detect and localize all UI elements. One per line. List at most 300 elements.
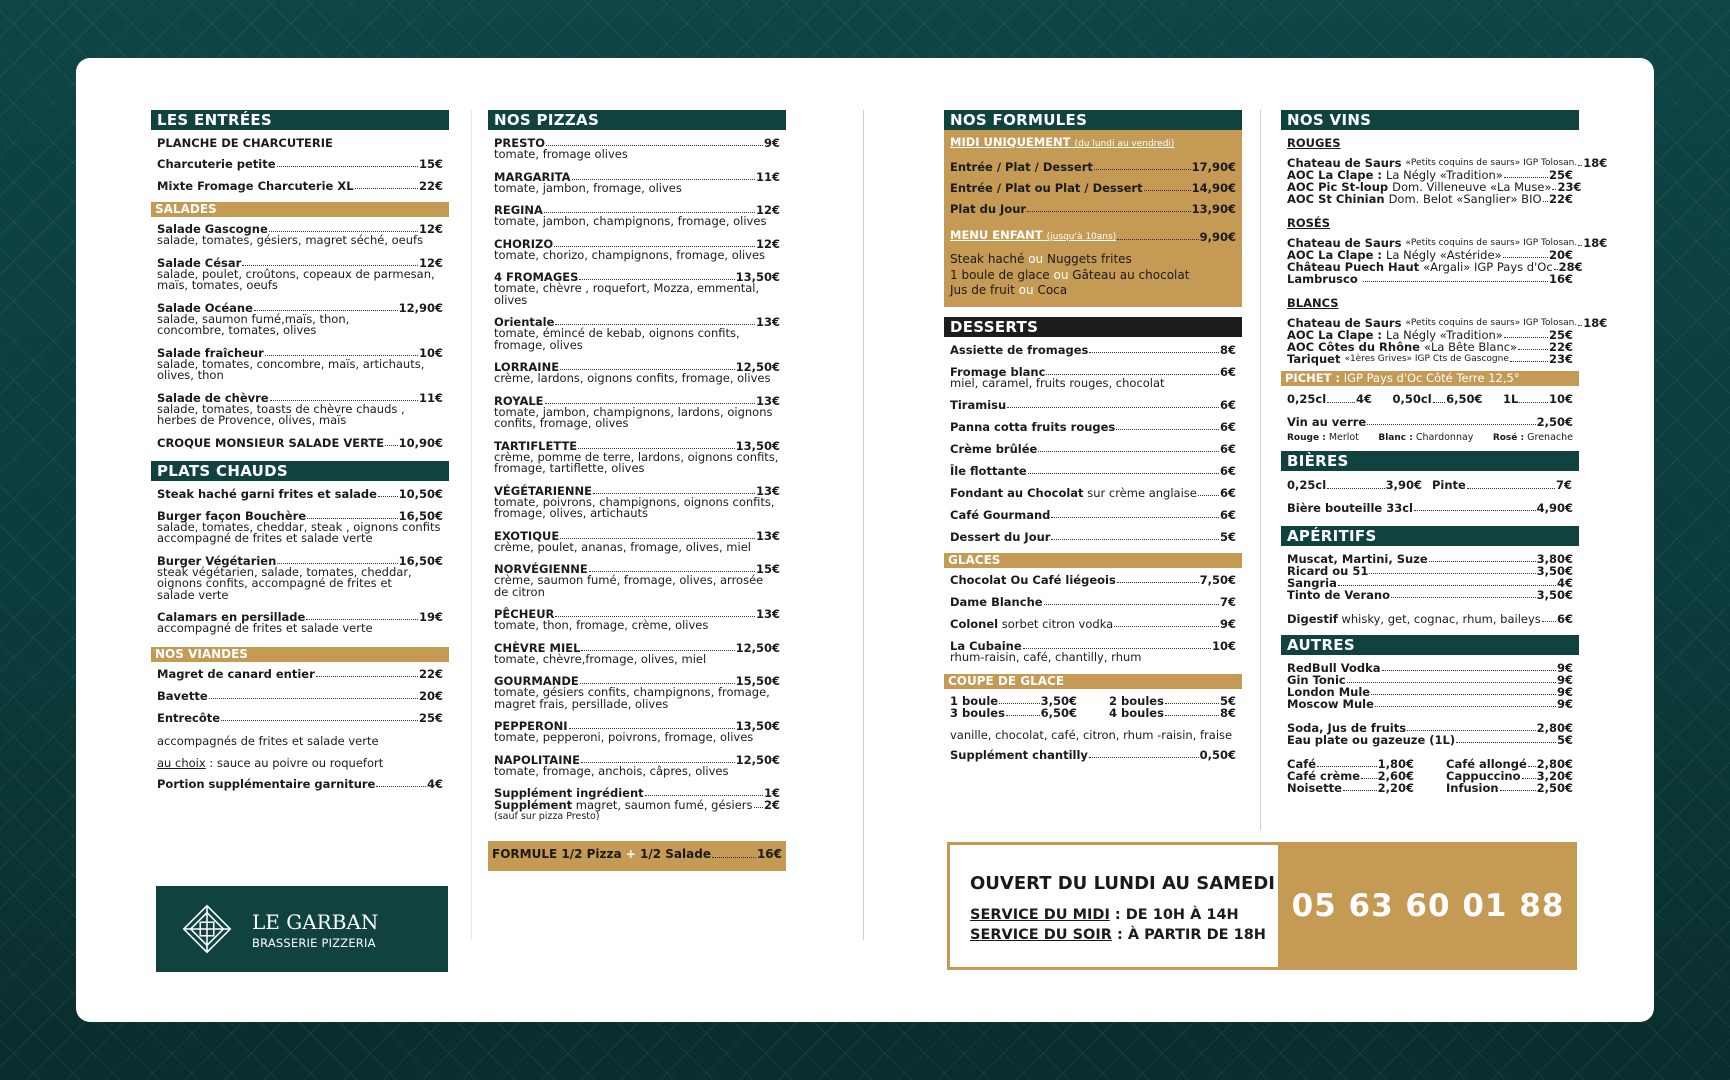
hours-box — [947, 842, 1281, 970]
item-price: 2,80€ — [1536, 757, 1573, 771]
item-name: EXOTIQUE — [494, 528, 560, 543]
item-name: Crème brûlée — [950, 442, 1038, 456]
item-price: 25€ — [1548, 168, 1573, 182]
menu-item — [494, 530, 780, 554]
midi-label: MIDI UNIQUEMENT — [950, 135, 1071, 149]
menu-item — [1287, 273, 1573, 285]
menu-item — [157, 611, 443, 635]
subsection-salades: SALADES — [151, 202, 449, 217]
menu-item — [950, 640, 1236, 664]
item-price: 22€ — [418, 179, 443, 193]
item-price: 10€ — [1211, 639, 1236, 653]
item-name: PÊCHEUR — [494, 607, 555, 621]
item-name: PRESTO — [494, 136, 546, 150]
menu-item — [494, 563, 780, 598]
item-price: 7,50€ — [1199, 573, 1236, 587]
menu-item — [157, 712, 443, 724]
item-description: salade, tomates, gésiers, magret séché, oeufs — [157, 233, 424, 247]
formule-bar — [488, 841, 786, 871]
item-detail: La Négly «Astéride» — [1386, 248, 1502, 262]
cafe-grid — [1287, 758, 1573, 794]
bieres-row: 0,25cl 3,90€ Pinte 7€ — [1287, 478, 1572, 492]
item-name: Chateau de Saurs — [1287, 316, 1402, 330]
item-price: 2,50€ — [1536, 781, 1573, 795]
item-name: Tiramisu — [950, 398, 1007, 412]
pichet-bar: PICHET : IGP Pays d'Oc Côté Terre 12,5° — [1281, 371, 1579, 386]
item-name: Gin Tonic — [1287, 673, 1346, 687]
menu-item — [950, 465, 1236, 477]
item-name: Salade Gascogne — [157, 222, 268, 236]
item-description: accompagné de frites et salade verte — [157, 621, 373, 635]
item-price: 2,80€ — [1536, 721, 1573, 735]
item-price: 16,50€ — [398, 508, 443, 523]
section-header-formules: NOS FORMULES — [944, 110, 1242, 130]
item-detail: whisky, get, cognac, rhum, baileys — [1337, 612, 1541, 626]
menu-item — [950, 443, 1236, 455]
menu-item — [1287, 698, 1573, 710]
menu-item — [950, 344, 1236, 356]
item-name: CHÈVRE MIEL — [494, 640, 581, 655]
item-price: 25€ — [1548, 328, 1573, 342]
menu-item — [494, 440, 780, 475]
item-price: 20€ — [418, 688, 443, 703]
item-description: tomate, fromage olives — [494, 147, 628, 161]
item-name: ROYALE — [494, 393, 544, 408]
item-name: AOC Côtes du Rhône — [1287, 340, 1420, 354]
menu-item — [950, 531, 1236, 543]
item-price: 2,50€ — [1536, 415, 1573, 429]
item-price: 18€ — [1583, 156, 1608, 170]
item-price: 19€ — [418, 610, 443, 624]
item-detail: Dom. Villeneuve «La Muse» — [1392, 180, 1552, 194]
hours-title: OUVERT DU LUNDI AU SAMEDI — [970, 873, 1275, 894]
midi-note: (du lundi au vendredi) — [1074, 139, 1175, 149]
item-description: crème, poulet, ananas, fromage, olives, miel — [494, 539, 751, 554]
diamond-logo-icon — [178, 900, 236, 958]
item-price: 1,80€ — [1377, 757, 1414, 771]
item-description: tomate, émincé de kebab, oignons confits, fromage, olives — [494, 326, 740, 352]
item-name: LORRAINE — [494, 360, 560, 374]
menu-item — [157, 488, 443, 500]
menu-enfant — [950, 229, 1236, 243]
item-name: Entrée / Plat / Dessert — [950, 160, 1093, 174]
item-name: La Cubaine — [950, 639, 1022, 653]
item-name: Supplément chantilly — [950, 747, 1088, 762]
item-name: Chateau de Saurs — [1287, 156, 1402, 170]
item-description: tomate, fromage, anchois, câpres, olives — [494, 763, 729, 778]
item-name: AOC La Clape : — [1287, 248, 1382, 262]
item-name: Burger façon Bouchère — [157, 508, 307, 523]
item-price: 12€ — [755, 203, 780, 217]
menu-item — [157, 158, 443, 170]
item-price: 9€ — [1556, 697, 1573, 711]
item-price: 12€ — [418, 255, 443, 270]
menu-item — [157, 257, 443, 292]
item-name: TARTIFLETTE — [494, 438, 578, 453]
menu-item — [950, 574, 1236, 586]
item-name: Colonel — [950, 617, 999, 631]
item-price: 9€ — [1556, 673, 1573, 687]
enfant-price: 9,90€ — [1199, 230, 1236, 244]
section-header-plats-chauds: PLATS CHAUDS — [151, 461, 449, 481]
item-price: 10,90€ — [398, 435, 443, 450]
item-detail: «Argali» IGP Pays d'Oc — [1423, 260, 1553, 274]
item-description: tomate, thon, fromage, crème, olives — [494, 618, 709, 632]
item-price: 11€ — [755, 169, 780, 184]
menu-item — [157, 180, 443, 192]
item-price: 22€ — [418, 666, 443, 681]
item-name: Bavette — [157, 688, 208, 703]
item-price: 8€ — [1219, 342, 1236, 357]
menu-item — [157, 347, 443, 382]
column-vins — [1281, 110, 1608, 795]
item-price: 5€ — [1556, 733, 1573, 747]
section-header-vins: NOS VINS — [1281, 110, 1579, 130]
item-detail: La Négly «Tradition» — [1386, 328, 1503, 342]
item-price: 6€ — [1219, 464, 1236, 478]
item-description: crème, saumon fumé, fromage, olives, arrosée de citron — [494, 573, 764, 599]
item-price: 4,90€ — [1536, 501, 1573, 515]
item-description: salade, poulet, croûtons, copeaux de parmesan, maïs, tomates, oeufs — [157, 266, 435, 292]
item-price: 16,50€ — [398, 553, 443, 568]
subsection-roses: ROSÉS — [1287, 216, 1331, 230]
item-name: Orientale — [494, 315, 555, 329]
item-price: 4€ — [426, 776, 443, 791]
item-price: 12,50€ — [735, 360, 780, 374]
menu-item — [1446, 782, 1573, 794]
item-name: Tinto de Verano — [1287, 588, 1391, 602]
item-price: 13€ — [755, 528, 780, 543]
section-header-autres: AUTRES — [1281, 635, 1579, 655]
coupe-grid — [950, 695, 1236, 719]
menu-item: 3 boules 6,50€ — [950, 705, 1077, 720]
item-price: 15€ — [418, 157, 443, 171]
note-text: (sauf sur pizza Presto) — [494, 811, 600, 822]
item-price: 23€ — [1548, 352, 1573, 366]
item-price: 6€ — [1219, 420, 1236, 434]
item-name: Sangria — [1287, 576, 1337, 590]
section-header-bieres: BIÈRES — [1281, 451, 1579, 471]
menu-item — [494, 171, 780, 195]
parfums-text: vanille, chocolat, café, citron, rhum -raisin, fraise — [950, 727, 1233, 742]
item-price: 3,20€ — [1536, 769, 1573, 783]
note-text — [157, 756, 443, 770]
item-name: REGINA — [494, 203, 543, 217]
item-price: 13€ — [755, 483, 780, 498]
formule-midi-header — [950, 136, 1236, 150]
service-midi: SERVICE DU MIDI : DE 10H À 14H — [970, 907, 1239, 923]
item-name: NORVÉGIENNE — [494, 562, 588, 576]
menu-item — [157, 690, 443, 702]
item-description: crème, pomme de terre, lardons, oignons confits, fromage, tartiflette, olives — [494, 449, 779, 475]
menu-item — [494, 720, 780, 744]
item-name: CROQUE MONSIEUR SALADE VERTE — [157, 435, 385, 450]
item-name: Noisette — [1287, 781, 1342, 795]
item-description: salade, saumon fumé,maïs, thon, concombre, tomates, olives — [157, 311, 350, 337]
menu-item — [1287, 193, 1573, 205]
item-price: 15,50€ — [735, 674, 780, 688]
item-description: tomate, chèvre,fromage, olives, miel — [494, 651, 707, 666]
menu-item — [157, 555, 443, 602]
menu-item — [950, 421, 1236, 433]
item-name: GOURMANDE — [494, 674, 579, 688]
menu-item — [157, 510, 443, 545]
wine-list — [1281, 236, 1608, 286]
item-price: 22€ — [1548, 340, 1573, 354]
item-name: Salade César — [157, 255, 242, 270]
item-name: London Mule — [1287, 685, 1371, 699]
item-price: 2,60€ — [1377, 769, 1414, 783]
autres-list — [1281, 662, 1579, 710]
item-price: 3,50€ — [1536, 588, 1573, 602]
formule-label: FORMULE 1/2 Pizza — [492, 847, 622, 861]
menu-item — [494, 485, 780, 520]
item-detail: «Petits coquins de saurs» IGP Tolosan. — [1405, 238, 1578, 248]
menu-item — [950, 182, 1236, 194]
item-description: salade, tomates, cheddar, steak , oignons confits accompagné de frites et salade verte — [157, 519, 441, 545]
item-price: 12,50€ — [735, 640, 780, 655]
menu-item — [157, 223, 443, 247]
item-name: Eau plate ou gazeuze (1L) — [1287, 733, 1456, 747]
item-description: tomate, gésiers confits, champignons, fromage, magret frais, persillade, olives — [494, 685, 770, 711]
item-price: 6€ — [1219, 508, 1236, 522]
menu-item — [157, 668, 443, 680]
item-price: 3,50€ — [1536, 564, 1573, 578]
opening-hours-block — [947, 842, 1577, 970]
item-detail: «1ères Grives» IGP Cts de Gascogne — [1344, 354, 1509, 364]
item-price: 11€ — [418, 390, 443, 405]
item-name: MARGARITA — [494, 169, 571, 184]
divider — [1260, 110, 1261, 830]
note-underline: au choix — [157, 755, 206, 770]
item-name: Dame Blanche — [950, 595, 1043, 609]
menu-item: 2 boules 5€ — [1109, 693, 1236, 708]
menu-item — [494, 316, 780, 351]
column-pizzas — [488, 110, 786, 871]
subsection-blancs: BLANCS — [1287, 296, 1339, 310]
menu-item — [494, 271, 780, 306]
item-name: Portion supplémentaire garniture — [157, 776, 376, 791]
item-detail: sur crème anglaise — [1083, 486, 1197, 500]
item-price: 20€ — [1548, 248, 1573, 262]
item-name: RedBull Vodka — [1287, 661, 1381, 675]
item-description: tomate, chèvre , roquefort, Mozza, emmental, olives — [494, 281, 760, 307]
logo-block — [156, 886, 448, 972]
plus-sign: + — [625, 847, 636, 861]
note-text: accompagnés de frites et salade verte — [157, 733, 379, 748]
menu-item — [494, 754, 780, 778]
menu-item — [157, 437, 443, 449]
item-price: 12€ — [418, 222, 443, 236]
formules-box — [944, 130, 1242, 307]
item-name: Supplément — [494, 798, 573, 812]
item-name: Tariquet — [1287, 352, 1341, 366]
menu-item — [950, 509, 1236, 521]
menu-item — [494, 204, 780, 228]
item-name: Infusion — [1446, 781, 1499, 795]
menu-item — [494, 642, 780, 666]
item-price: 12,90€ — [398, 300, 443, 315]
item-detail: «Petits coquins de saurs» IGP Tolosan. — [1405, 158, 1578, 168]
item-name: Supplément ingrédient — [494, 786, 644, 800]
item-name: AOC St Chinian — [1287, 192, 1385, 206]
item-price: 12,50€ — [735, 752, 780, 767]
subsection-rouges: ROUGES — [1287, 136, 1341, 150]
item-name: Assiette de fromages — [950, 342, 1089, 357]
item-detail: Dom. Belot «Sanglier» BIO — [1388, 192, 1542, 206]
item-name: Vin au verre — [1287, 415, 1367, 429]
item-price: 18€ — [1583, 236, 1608, 250]
menu-item — [950, 749, 1236, 761]
item-name: Bière bouteille 33cl — [1287, 501, 1413, 515]
item-detail: «La Bête Blanc» — [1423, 340, 1518, 354]
item-price: 2€ — [763, 798, 780, 812]
menu-item — [1287, 589, 1573, 601]
menu-item — [950, 399, 1236, 411]
menu-item — [950, 596, 1236, 608]
item-price: 10,50€ — [398, 486, 443, 501]
item-price: 13,50€ — [735, 719, 780, 733]
item-price: 6€ — [1556, 612, 1573, 626]
menu-item — [494, 608, 780, 632]
menu-item — [494, 799, 780, 811]
item-price: 25€ — [418, 710, 443, 725]
menu-item — [950, 161, 1236, 173]
item-description: salade, tomates, concombre, maïs, artichauts, olives, thon — [157, 356, 425, 382]
menu-item — [950, 487, 1236, 499]
service-soir: SERVICE DU SOIR : À PARTIR DE 18H — [970, 927, 1266, 943]
phone-number[interactable]: 05 63 60 01 88 — [1279, 842, 1577, 970]
item-price: 9€ — [1556, 685, 1573, 699]
item-price: 16€ — [1548, 272, 1573, 286]
brand-name: LE GARBAN — [252, 910, 379, 934]
item-name: Fromage blanc — [950, 364, 1046, 379]
item-name: Château Puech Haut — [1287, 260, 1420, 274]
item-description: crème, lardons, oignons confits, fromage, olives — [494, 371, 771, 385]
formule-label: 1/2 Salade — [640, 847, 711, 861]
item-price: 13,90€ — [1191, 202, 1236, 216]
item-price: 15€ — [755, 562, 780, 576]
item-price: 7€ — [1219, 595, 1236, 609]
brand-tagline: BRASSERIE PIZZERIA — [252, 936, 376, 950]
item-description: tomate, jambon, champignons, lardons, oignons confits, fromage, olives — [494, 404, 773, 430]
item-description: tomate, chorizo, champignons, fromage, olives — [494, 247, 766, 262]
item-name: AOC La Clape : — [1287, 168, 1382, 182]
enfant-label: MENU ENFANT — [950, 228, 1043, 242]
item-name: Chateau de Saurs — [1287, 236, 1402, 250]
dessert-list — [944, 344, 1242, 478]
pizza-list — [488, 137, 786, 777]
item-name: Soda, Jus de fruits — [1287, 721, 1407, 735]
item-description: miel, caramel, fruits rouges, chocolat — [950, 375, 1165, 390]
item-description: steak végétarien, salade, tomates, cheddar, oignons confits, accompagné de frites et salade verte — [157, 564, 412, 602]
section-header-aperitifs: APÉRITIFS — [1281, 526, 1579, 546]
subsection-viandes: NOS VIANDES — [151, 647, 449, 662]
item-price: 4€ — [1556, 576, 1573, 590]
item-name: Café allongé — [1446, 757, 1527, 771]
enfant-options: Steak haché ou Nuggets frites 1 boule de glace ou Gâteau au chocolat Jus de fruit ou Coca — [950, 252, 1190, 297]
menu-item — [157, 302, 443, 337]
item-name: CHORIZO — [494, 236, 554, 251]
menu-item: 4 boules 8€ — [1109, 705, 1236, 720]
item-price: 23€ — [1557, 180, 1582, 194]
item-name: Charcuterie petite — [157, 157, 276, 171]
item-price: 6€ — [1219, 364, 1236, 379]
aperitif-list — [1281, 553, 1579, 601]
item-name: PLANCHE DE CHARCUTERIE — [157, 136, 333, 150]
item-name: Fondant au Chocolat — [950, 486, 1084, 500]
dessert-list — [944, 509, 1242, 543]
formule-price: 16€ — [756, 847, 782, 861]
menu-item — [1287, 782, 1414, 794]
item-name: Café crème — [1287, 769, 1361, 783]
item-name: Salade de chèvre — [157, 390, 269, 405]
menu-sheet — [76, 58, 1654, 1022]
item-name: Magret de canard entier — [157, 666, 315, 681]
item-price: 5€ — [1219, 530, 1236, 544]
item-name: Salade Océane — [157, 300, 253, 315]
item-description: tomate, jambon, fromage, olives — [494, 180, 682, 195]
item-name: Steak haché garni frites et salade — [157, 486, 377, 501]
item-detail: sorbet citron vodka — [998, 617, 1114, 631]
item-name: Salade fraîcheur — [157, 345, 264, 360]
item-name: Calamars en persillade — [157, 610, 306, 624]
item-name: NAPOLITAINE — [494, 752, 580, 767]
menu-item — [1287, 613, 1573, 625]
item-detail: magret, saumon fumé, gésiers — [572, 798, 753, 812]
item-description: salade, tomates, toasts de chèvre chauds , herbes de Provence, olives, maïs — [157, 401, 405, 427]
menu-item — [1287, 734, 1573, 746]
item-detail: «Petits coquins de saurs» IGP Tolosan. — [1405, 318, 1578, 328]
item-name: Panna cotta fruits rouges — [950, 420, 1116, 434]
item-price: 6€ — [1219, 486, 1236, 500]
item-name: AOC La Clape : — [1287, 328, 1382, 342]
item-price: 10€ — [418, 345, 443, 360]
item-price: 17,90€ — [1191, 160, 1236, 174]
item-price: 12€ — [755, 236, 780, 251]
item-price: 9€ — [1219, 617, 1236, 631]
menu-item — [1287, 416, 1573, 428]
item-price: 6€ — [1219, 398, 1236, 412]
menu-item — [950, 203, 1236, 215]
menu-item — [494, 675, 780, 710]
item-description: tomate, poivrons, champignons, oignons confits, fromage, olives, artichauts — [494, 494, 775, 520]
item-name: Ricard ou 51 — [1287, 564, 1369, 578]
item-price: 13,50€ — [735, 270, 780, 284]
item-name: PEPPERONI — [494, 719, 568, 733]
menu-item — [494, 238, 780, 262]
item-description: tomate, jambon, champignons, fromage, olives — [494, 214, 767, 228]
item-price: 0,50€ — [1199, 747, 1236, 762]
item-price: 13,50€ — [735, 438, 780, 453]
item-price: 9€ — [1556, 661, 1573, 675]
section-header-pizzas: NOS PIZZAS — [488, 110, 786, 130]
item-name: VÉGÉTARIENNE — [494, 483, 592, 498]
item-name: Lambrusco — [1287, 272, 1358, 286]
section-header-entrees: LES ENTRÉES — [151, 110, 449, 130]
item-price: 13€ — [755, 393, 780, 408]
item-price: 18€ — [1583, 316, 1608, 330]
menu-item — [1287, 502, 1573, 514]
wine-list — [1281, 156, 1608, 206]
divider — [471, 110, 472, 940]
subsection-glaces: GLACES — [944, 553, 1242, 568]
menu-item — [494, 137, 780, 161]
item-price: 9€ — [763, 136, 780, 150]
item-price: 1€ — [763, 786, 780, 800]
item-price: 13€ — [755, 607, 780, 621]
menu-item — [1287, 353, 1573, 365]
